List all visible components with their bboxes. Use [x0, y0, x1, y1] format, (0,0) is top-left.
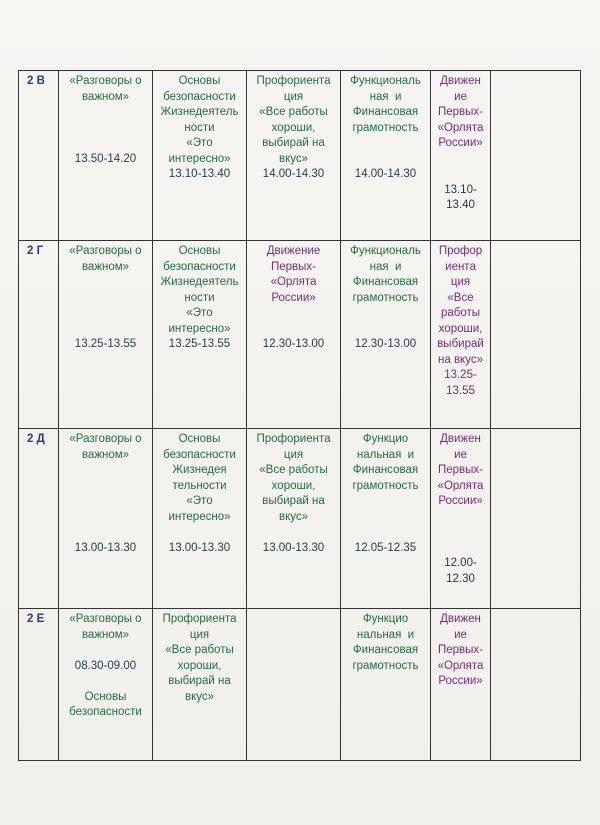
cell-text-line: выбирай	[437, 338, 484, 350]
cell-text-line: ция	[283, 90, 304, 103]
schedule-cell	[153, 429, 247, 609]
cell-text-line: «Разговоры о	[69, 613, 142, 625]
schedule-cell	[247, 241, 341, 429]
cell-text-line: Основы	[84, 690, 127, 703]
schedule-cell	[59, 429, 153, 609]
cell-text-line: «Это	[186, 137, 213, 149]
cell-text-line: вкус»	[278, 510, 309, 523]
schedule-cell	[431, 241, 491, 429]
cell-text-line: Первых-	[437, 106, 483, 118]
cell-text-line: важном»	[81, 90, 130, 103]
cell-text-line: «Все работы	[259, 464, 328, 476]
class-label: 2 В	[19, 71, 59, 241]
cell-time: 08.30-09.00	[74, 659, 137, 672]
cell-text-line: ие	[454, 448, 467, 461]
schedule-cell	[341, 609, 431, 761]
schedule-cell	[341, 71, 431, 241]
cell-text-line: безопасности	[163, 448, 236, 461]
cell-time: 12.30-13.00	[354, 338, 417, 350]
cell-spacer	[61, 525, 150, 541]
cell-spacer	[433, 541, 488, 557]
cell-text-line: важном»	[81, 260, 130, 273]
cell-spacer	[61, 275, 150, 291]
schedule-cell	[153, 241, 247, 429]
cell-text-line: ие	[454, 90, 467, 103]
cell-spacer	[61, 643, 150, 659]
schedule-cell	[341, 429, 431, 609]
cell-text-line: интересно»	[168, 510, 231, 523]
cell-text-line: выбирай на	[262, 137, 325, 149]
cell-time: 13.00-13.30	[262, 541, 325, 554]
schedule-row	[19, 429, 581, 609]
cell-text-line: тельности	[172, 479, 227, 492]
schedule-cell	[153, 609, 247, 761]
schedule-cell	[491, 429, 581, 609]
cell-text-line: важном»	[81, 628, 130, 641]
schedule-cell	[431, 71, 491, 241]
cell-spacer	[61, 105, 150, 121]
cell-text-line: грамотность	[352, 659, 419, 672]
cell-text-line: «Все работы	[165, 644, 234, 656]
cell-text-line: ности	[184, 121, 215, 134]
class-label: 2 Е	[19, 609, 59, 761]
cell-text-line: «Это	[186, 307, 213, 319]
schedule-cell	[491, 609, 581, 761]
cell-spacer	[61, 510, 150, 526]
cell-text-line: Финансовая	[352, 106, 419, 118]
cell-spacer	[155, 525, 244, 541]
cell-time: 13.10-	[444, 183, 477, 196]
cell-time: 12.30-13.00	[262, 338, 325, 350]
cell-spacer	[61, 479, 150, 495]
cell-spacer	[433, 510, 488, 526]
cell-text-line: Профориента	[256, 433, 331, 445]
schedule-cell	[431, 609, 491, 761]
cell-text-line: ция	[283, 448, 304, 461]
cell-text-line: России»	[271, 291, 316, 304]
cell-text-line: 13.25-	[444, 369, 477, 381]
schedule-cell	[59, 609, 153, 761]
cell-text-line: Жизнедеятель	[160, 276, 239, 288]
schedule-cell	[59, 71, 153, 241]
cell-text-line: вкус»	[278, 152, 309, 165]
cell-spacer	[249, 322, 338, 338]
cell-spacer	[61, 494, 150, 510]
cell-time: 13.25-13.55	[168, 338, 231, 350]
cell-text-line: России»	[438, 495, 483, 507]
cell-text-line: на вкус»	[438, 353, 483, 366]
schedule-cell	[431, 429, 491, 609]
cell-text-line: грамотность	[352, 479, 419, 492]
cell-text-line: грамотность	[352, 291, 419, 304]
cell-spacer	[433, 167, 488, 183]
cell-text-line: нальная и	[356, 628, 415, 641]
cell-time: 14.00-14.30	[354, 168, 417, 180]
cell-time: 12.05-12.35	[354, 541, 417, 554]
cell-spacer	[61, 322, 150, 338]
cell-text-line: Финансовая	[352, 464, 419, 476]
cell-text-line: Функцио	[362, 433, 409, 445]
cell-text-line: ие	[454, 628, 467, 641]
cell-spacer	[433, 525, 488, 541]
cell-text-line: России»	[438, 675, 483, 687]
cell-spacer	[343, 494, 428, 510]
cell-spacer	[433, 152, 488, 168]
schedule-row	[19, 609, 581, 761]
cell-time: 12.00-	[444, 557, 477, 569]
schedule-cell	[247, 71, 341, 241]
cell-text-line: Движен	[440, 75, 481, 87]
cell-spacer	[343, 136, 428, 152]
cell-spacer	[61, 291, 150, 307]
cell-spacer	[61, 463, 150, 479]
cell-text-line: Основы	[178, 433, 221, 445]
cell-text-line: «Орлята	[437, 479, 484, 492]
cell-text-line: «Орлята	[437, 121, 484, 134]
schedule-cell	[491, 241, 581, 429]
cell-text-line: ности	[184, 291, 215, 304]
cell-text-line: Функциональ	[350, 75, 421, 87]
cell-text-line: Первых-	[270, 260, 316, 273]
cell-text-line: нальная и	[356, 448, 415, 461]
cell-text-line: важном»	[81, 448, 130, 461]
cell-text-line: «Это	[186, 495, 213, 507]
cell-text-line: России»	[438, 137, 483, 149]
schedule-cell	[247, 609, 341, 761]
cell-text-line: Жизнедея	[172, 464, 227, 476]
cell-text-line: ция	[189, 628, 210, 641]
schedule-table	[18, 70, 581, 761]
cell-text-line: 13.55	[446, 384, 475, 397]
cell-spacer	[61, 306, 150, 322]
cell-text-line: «Разговоры о	[69, 75, 142, 87]
cell-text-line: Движение	[266, 245, 321, 257]
cell-text-line: Финансовая	[352, 276, 419, 288]
cell-text-line: Финансовая	[352, 644, 419, 656]
cell-time: 13.25-13.55	[74, 338, 137, 350]
cell-spacer	[343, 152, 428, 168]
cell-spacer	[343, 525, 428, 541]
cell-text-line: интересно»	[168, 322, 231, 335]
cell-text-line: Основы	[178, 75, 221, 87]
cell-text-line: Первых-	[437, 644, 483, 656]
schedule-cell	[153, 71, 247, 241]
cell-text-line: выбирай на	[262, 495, 325, 507]
cell-text-line: ция	[450, 276, 471, 288]
cell-text-line: Жизнедеятель	[160, 106, 239, 118]
cell-text-line: «Орлята	[270, 276, 317, 288]
cell-text-line: Основы	[178, 245, 221, 257]
cell-text-line: иента	[445, 260, 476, 273]
cell-time: 13.00-13.30	[74, 541, 137, 554]
cell-text-line: хороши,	[271, 479, 316, 492]
cell-text-line: Профориента	[256, 75, 331, 87]
cell-text-line: «Все	[447, 291, 474, 304]
cell-text-line: Функциональ	[350, 245, 421, 257]
cell-text-line: Движен	[440, 613, 481, 625]
cell-spacer	[343, 510, 428, 526]
cell-text-line: работы	[440, 307, 481, 319]
cell-spacer	[249, 525, 338, 541]
cell-text-line: хороши,	[438, 322, 483, 335]
class-label: 2 Д	[19, 429, 59, 609]
cell-time: 13.50-14.20	[74, 152, 137, 165]
cell-spacer	[61, 136, 150, 152]
schedule-row	[19, 241, 581, 429]
cell-text-line: безопасности	[69, 706, 142, 718]
cell-text-line: Движен	[440, 433, 481, 445]
cell-text-line: безопасности	[163, 260, 236, 273]
schedule-body	[19, 71, 581, 761]
cell-text-line: выбирай на	[168, 675, 231, 687]
cell-spacer	[61, 674, 150, 690]
cell-time: 14.00-14.30	[262, 168, 325, 180]
cell-time: 13.10-13.40	[168, 168, 231, 180]
cell-text-line: ная и	[369, 260, 402, 273]
cell-text-line: Профор	[438, 245, 483, 257]
schedule-cell	[247, 429, 341, 609]
schedule-cell	[341, 241, 431, 429]
cell-text-line: «Все работы	[259, 106, 328, 118]
schedule-cell	[491, 71, 581, 241]
schedule-cell	[59, 241, 153, 429]
cell-spacer	[249, 306, 338, 322]
cell-text-line: хороши,	[271, 121, 316, 134]
cell-text-line: Профориента	[162, 613, 237, 625]
cell-text-line: грамотность	[352, 121, 419, 134]
cell-text-line: «Разговоры о	[69, 433, 142, 445]
schedule-row	[19, 71, 581, 241]
class-label: 2 Г	[19, 241, 59, 429]
cell-text-line: вкус»	[184, 690, 215, 703]
cell-text-line: ная и	[369, 90, 402, 103]
cell-text-line: «Орлята	[437, 659, 484, 672]
cell-text-line: хороши,	[177, 659, 222, 672]
cell-spacer	[61, 121, 150, 137]
cell-time: 13.00-13.30	[168, 541, 231, 554]
cell-text-line: Функцио	[362, 613, 409, 625]
cell-text-line: Первых-	[437, 464, 483, 476]
cell-time: 12.30	[446, 572, 475, 585]
cell-time: 13.40	[446, 199, 475, 211]
cell-spacer	[343, 306, 428, 322]
cell-spacer	[343, 322, 428, 338]
cell-text-line: «Разговоры о	[69, 245, 142, 257]
cell-text-line: безопасности	[163, 90, 236, 103]
cell-text-line: интересно»	[168, 152, 231, 165]
